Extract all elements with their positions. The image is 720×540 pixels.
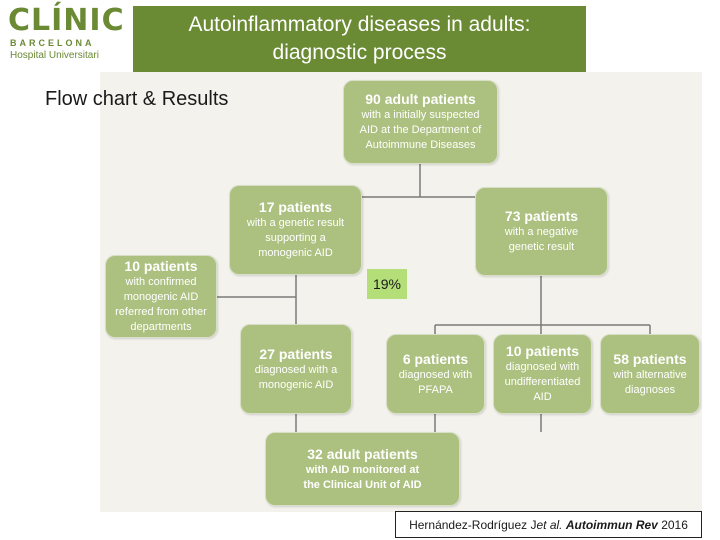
box-line: with a initially suspected xyxy=(361,109,480,121)
logo-hospital-name: Hospital Universitari xyxy=(10,50,99,61)
box-10-undifferentiated xyxy=(493,334,592,414)
box-title: 90 adult patients xyxy=(365,91,476,107)
box-32-patients xyxy=(265,432,460,506)
box-line: Autoimmune Diseases xyxy=(365,139,476,151)
citation-etal: et al. xyxy=(536,517,563,532)
box-line: the Clinical Unit of AID xyxy=(303,478,422,491)
box-line: monogenic AID xyxy=(258,247,333,259)
logo-subtitle: BARCELONA xyxy=(10,38,95,48)
box-title: 32 adult patients xyxy=(307,445,418,462)
box-17-patients xyxy=(229,185,362,275)
citation-journal: Autoimmun Rev xyxy=(565,517,658,532)
citation-authors: Hernández-Rodríguez J xyxy=(409,517,537,532)
box-line: AID at the Department of xyxy=(359,124,482,136)
section-title: Flow chart & Results xyxy=(45,88,229,110)
box-line: genetic result xyxy=(508,241,575,253)
box-line: monogenic AID xyxy=(258,378,334,391)
box-line: with confirmed xyxy=(125,276,197,288)
box-line: with a negative xyxy=(504,226,579,238)
box-line: supporting a xyxy=(265,232,326,244)
percentage-badge: 19% xyxy=(367,269,407,299)
box-73-patients xyxy=(475,187,608,276)
box-title: 6 patients xyxy=(402,350,469,367)
title-line-1: Autoinflammatory diseases in adults: xyxy=(188,13,531,36)
box-line: with alternative xyxy=(613,368,687,381)
box-line: diagnosed with xyxy=(398,368,473,381)
box-line: diagnoses xyxy=(624,383,676,396)
box-27-patients xyxy=(240,324,352,414)
citation-year: 2016 xyxy=(661,517,688,532)
box-title: 73 patients xyxy=(504,208,579,224)
logo-main-text: CLÍNIC xyxy=(8,3,125,38)
box-line: with a genetic result xyxy=(246,217,345,229)
title-line-2: diagnostic process xyxy=(272,41,447,64)
box-10-referred xyxy=(105,255,217,338)
box-line: monogenic AID xyxy=(123,291,199,303)
box-title: 58 patients xyxy=(613,350,687,367)
box-title: 10 patients xyxy=(505,343,580,359)
box-title: 27 patients xyxy=(259,345,333,362)
box-title: 17 patients xyxy=(258,199,333,215)
box-90-patients xyxy=(343,80,498,164)
box-line: undifferentiated xyxy=(504,376,581,388)
box-6-patients xyxy=(386,334,485,414)
box-58-patients xyxy=(600,334,700,414)
box-line: referred from other xyxy=(115,306,207,318)
box-line: departments xyxy=(130,321,192,333)
box-title: 10 patients xyxy=(124,258,198,274)
citation xyxy=(395,511,702,538)
box-line: diagnosed with a xyxy=(254,363,338,376)
box-line: with AID monitored at xyxy=(305,463,420,476)
box-line: diagnosed with xyxy=(505,361,580,373)
box-line: PFAPA xyxy=(418,383,453,396)
box-line: AID xyxy=(533,391,552,403)
